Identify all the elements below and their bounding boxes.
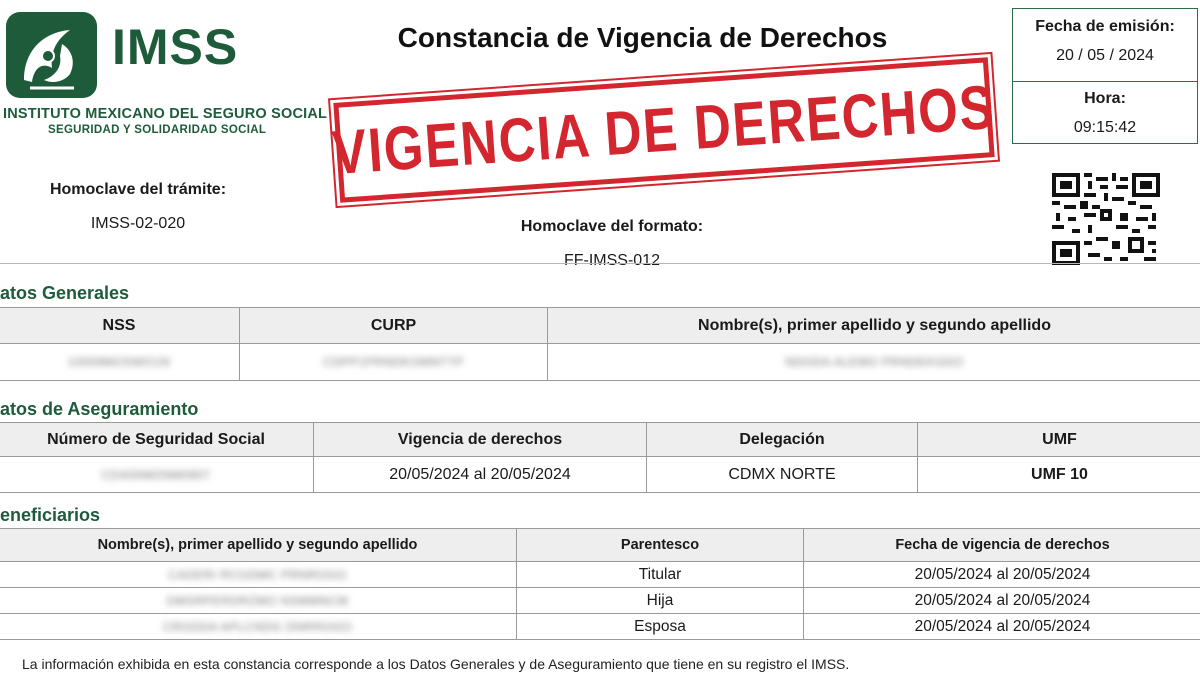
section-title-datos-generales: atos Generales — [0, 283, 130, 303]
header-umf: UMF — [918, 423, 1200, 457]
fecha-vigencia-value: 20/05/2024 al 20/05/2024 — [804, 614, 1200, 640]
vigencia-value: 20/05/2024 al 20/05/2024 — [314, 457, 647, 493]
header-delegacion: Delegación — [647, 423, 918, 457]
header-nombre: Nombre(s), primer apellido y segundo apellido — [548, 308, 1200, 344]
header-curp: CURP — [240, 308, 548, 344]
curp-value: CDPP1PRNDKOMNTTP — [323, 355, 464, 369]
delegacion-value: CDMX NORTE — [647, 457, 918, 493]
table-row — [0, 588, 1200, 614]
table-row — [0, 344, 1200, 381]
divider — [0, 263, 1200, 264]
umf-value: UMF 10 — [918, 457, 1200, 493]
table-row — [0, 614, 1200, 640]
table-row — [0, 457, 1200, 493]
parentesco-value: Titular — [517, 562, 804, 588]
section-title-beneficiarios: eneficiarios — [0, 505, 101, 525]
parentesco-value: Esposa — [517, 614, 804, 640]
nss-value: CDA5NM2NM0907 — [101, 467, 211, 482]
issue-box — [1012, 8, 1198, 144]
qr-code-icon — [1052, 173, 1160, 265]
formato-value: FF-IMSS-012 — [563, 252, 660, 269]
nombre-value: NDODA ALEMO PRNDEKGDO — [785, 355, 964, 369]
table-row — [0, 562, 1200, 588]
parentesco-value: Hija — [517, 588, 804, 614]
nss-value: 10009MOSWO1N — [67, 355, 171, 369]
header-parentesco: Parentesco — [517, 529, 804, 562]
beneficiarios-table — [0, 528, 1200, 640]
header-nombre: Nombre(s), primer apellido y segundo apellido — [0, 529, 517, 562]
beneficiario-nombre: CRGDDA APLCNDG DNRROGO — [162, 619, 353, 634]
beneficiario-nombre: CADERI RCGDMC PRNROGO — [168, 567, 347, 582]
header-vigencia: Vigencia de derechos — [314, 423, 647, 457]
institution-name: INSTITUTO MEXICANO DEL SEGURO SOCIAL — [3, 106, 328, 122]
footer-note: La información exhibida en esta constancia corresponde a los Datos Generales y de Aseguramiento que tiene en su registro el IMSS. — [22, 656, 850, 672]
fecha-vigencia-value: 20/05/2024 al 20/05/2024 — [804, 588, 1200, 614]
header-numero-seguridad-social: Número de Seguridad Social — [0, 423, 314, 457]
stamp — [330, 57, 998, 203]
aseguramiento-table — [0, 422, 1200, 493]
beneficiario-nombre: DMSRPERDRZMO NSMMNCM — [166, 593, 349, 608]
issue-time-value: 09:15:42 — [1073, 119, 1137, 136]
section-title-aseguramiento: atos de Aseguramiento — [0, 399, 199, 419]
header-fecha-vigencia: Fecha de vigencia de derechos — [804, 529, 1200, 562]
header-nss: NSS — [0, 308, 240, 344]
formato-label: Homoclave del formato: — [520, 218, 704, 235]
logo-text: IMSS — [112, 19, 239, 75]
tramite-label: Homoclave del trámite: — [49, 181, 227, 198]
issue-date-label: Fecha de emisión: — [1035, 18, 1175, 35]
issue-time-label: Hora: — [1084, 90, 1126, 107]
fecha-vigencia-value: 20/05/2024 al 20/05/2024 — [804, 562, 1200, 588]
institution-motto: SEGURIDAD Y SOLIDARIDAD SOCIAL — [48, 124, 267, 136]
imss-logo-icon — [4, 10, 99, 100]
issue-date-value: 20 / 05 / 2024 — [1056, 47, 1154, 64]
stamp-text: VIGENCIA DE DERECHOS — [330, 72, 998, 188]
document-title: Constancia de Vigencia de Derechos — [397, 22, 888, 53]
datos-generales-table — [0, 307, 1200, 381]
tramite-value: IMSS-02-020 — [90, 215, 186, 232]
